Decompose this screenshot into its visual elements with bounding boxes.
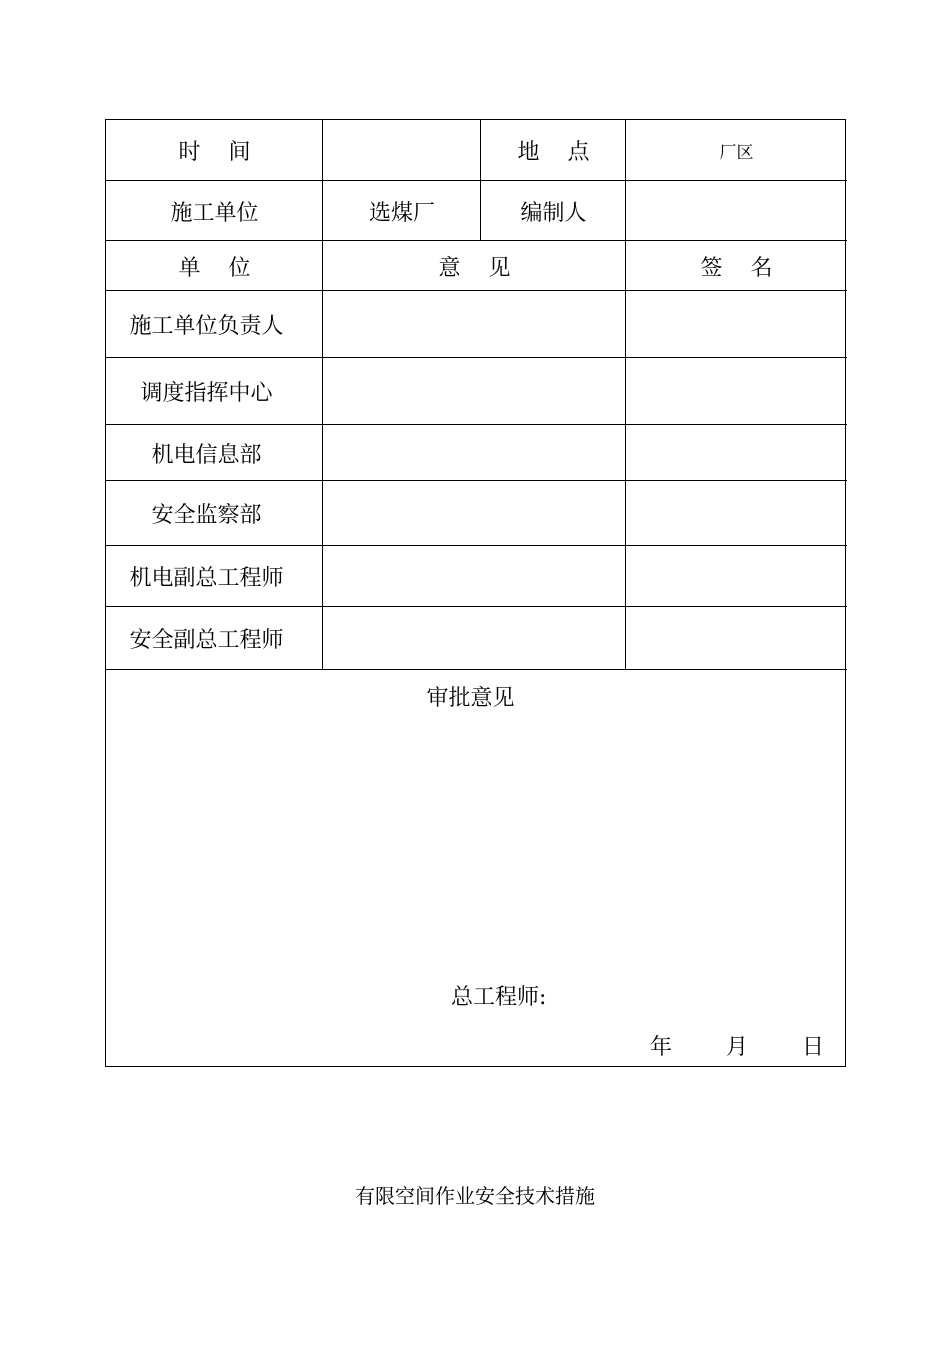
grid-hline xyxy=(106,357,847,358)
row-unit-electromechanical-deputy-chief: 机电副总工程师 xyxy=(129,566,284,591)
row-opinion-safety-supervision[interactable] xyxy=(323,481,626,546)
grid-vline-1 xyxy=(322,120,323,670)
grid-hline xyxy=(106,240,847,241)
row-opinion-dispatch-center[interactable] xyxy=(323,358,626,425)
date-day-label: 日 xyxy=(801,1034,824,1060)
row-unit-construction-manager: 施工单位负责人 xyxy=(129,314,284,339)
construction-unit-label: 施工单位 xyxy=(170,200,259,226)
row-signature-safety-deputy-chief[interactable] xyxy=(626,607,847,670)
approval-form xyxy=(105,119,846,1067)
time-label: 时 间 xyxy=(178,140,251,165)
row-signature-electromechanical-deputy-chief[interactable] xyxy=(626,546,847,607)
row-signature-dispatch-center[interactable] xyxy=(626,358,847,425)
grid-hline xyxy=(106,424,847,425)
approval-title: 审批意见 xyxy=(426,685,515,711)
row-signature-safety-supervision[interactable] xyxy=(626,481,847,546)
grid-hline xyxy=(106,180,847,181)
row-opinion-electromechanical-info[interactable] xyxy=(323,425,626,481)
column-header-opinion: 意 见 xyxy=(438,255,511,281)
row-opinion-safety-deputy-chief[interactable] xyxy=(323,607,626,670)
construction-unit-value[interactable]: 选煤厂 xyxy=(368,200,435,226)
author-label: 编制人 xyxy=(520,200,587,226)
grid-hline xyxy=(106,480,847,481)
grid-hline xyxy=(106,669,847,670)
grid-hline xyxy=(106,290,847,291)
row-unit-safety-supervision: 安全监察部 xyxy=(151,503,262,528)
date-year-label: 年 xyxy=(649,1034,672,1060)
row-unit-safety-deputy-chief: 安全副总工程师 xyxy=(129,628,284,653)
row-opinion-electromechanical-deputy-chief[interactable] xyxy=(323,546,626,607)
author-value[interactable] xyxy=(626,181,847,241)
row-unit-electromechanical-info: 机电信息部 xyxy=(151,442,262,468)
document-title: 有限空间作业安全技术措施 xyxy=(355,1184,595,1208)
time-value[interactable] xyxy=(323,120,481,181)
grid-hline xyxy=(106,606,847,607)
row-signature-construction-manager[interactable] xyxy=(626,291,847,358)
location-label: 地 点 xyxy=(517,140,590,165)
grid-vline-3 xyxy=(625,120,626,670)
row-signature-electromechanical-info[interactable] xyxy=(626,425,847,481)
column-header-unit: 单 位 xyxy=(178,255,251,281)
column-header-signature: 签 名 xyxy=(700,255,773,281)
chief-engineer-label: 总工程师: xyxy=(451,984,547,1010)
row-opinion-construction-manager[interactable] xyxy=(323,291,626,358)
date-month-label: 月 xyxy=(725,1034,748,1060)
row-unit-dispatch-center: 调度指挥中心 xyxy=(140,381,273,406)
location-value[interactable]: 厂区 xyxy=(719,143,754,163)
grid-hline xyxy=(106,545,847,546)
